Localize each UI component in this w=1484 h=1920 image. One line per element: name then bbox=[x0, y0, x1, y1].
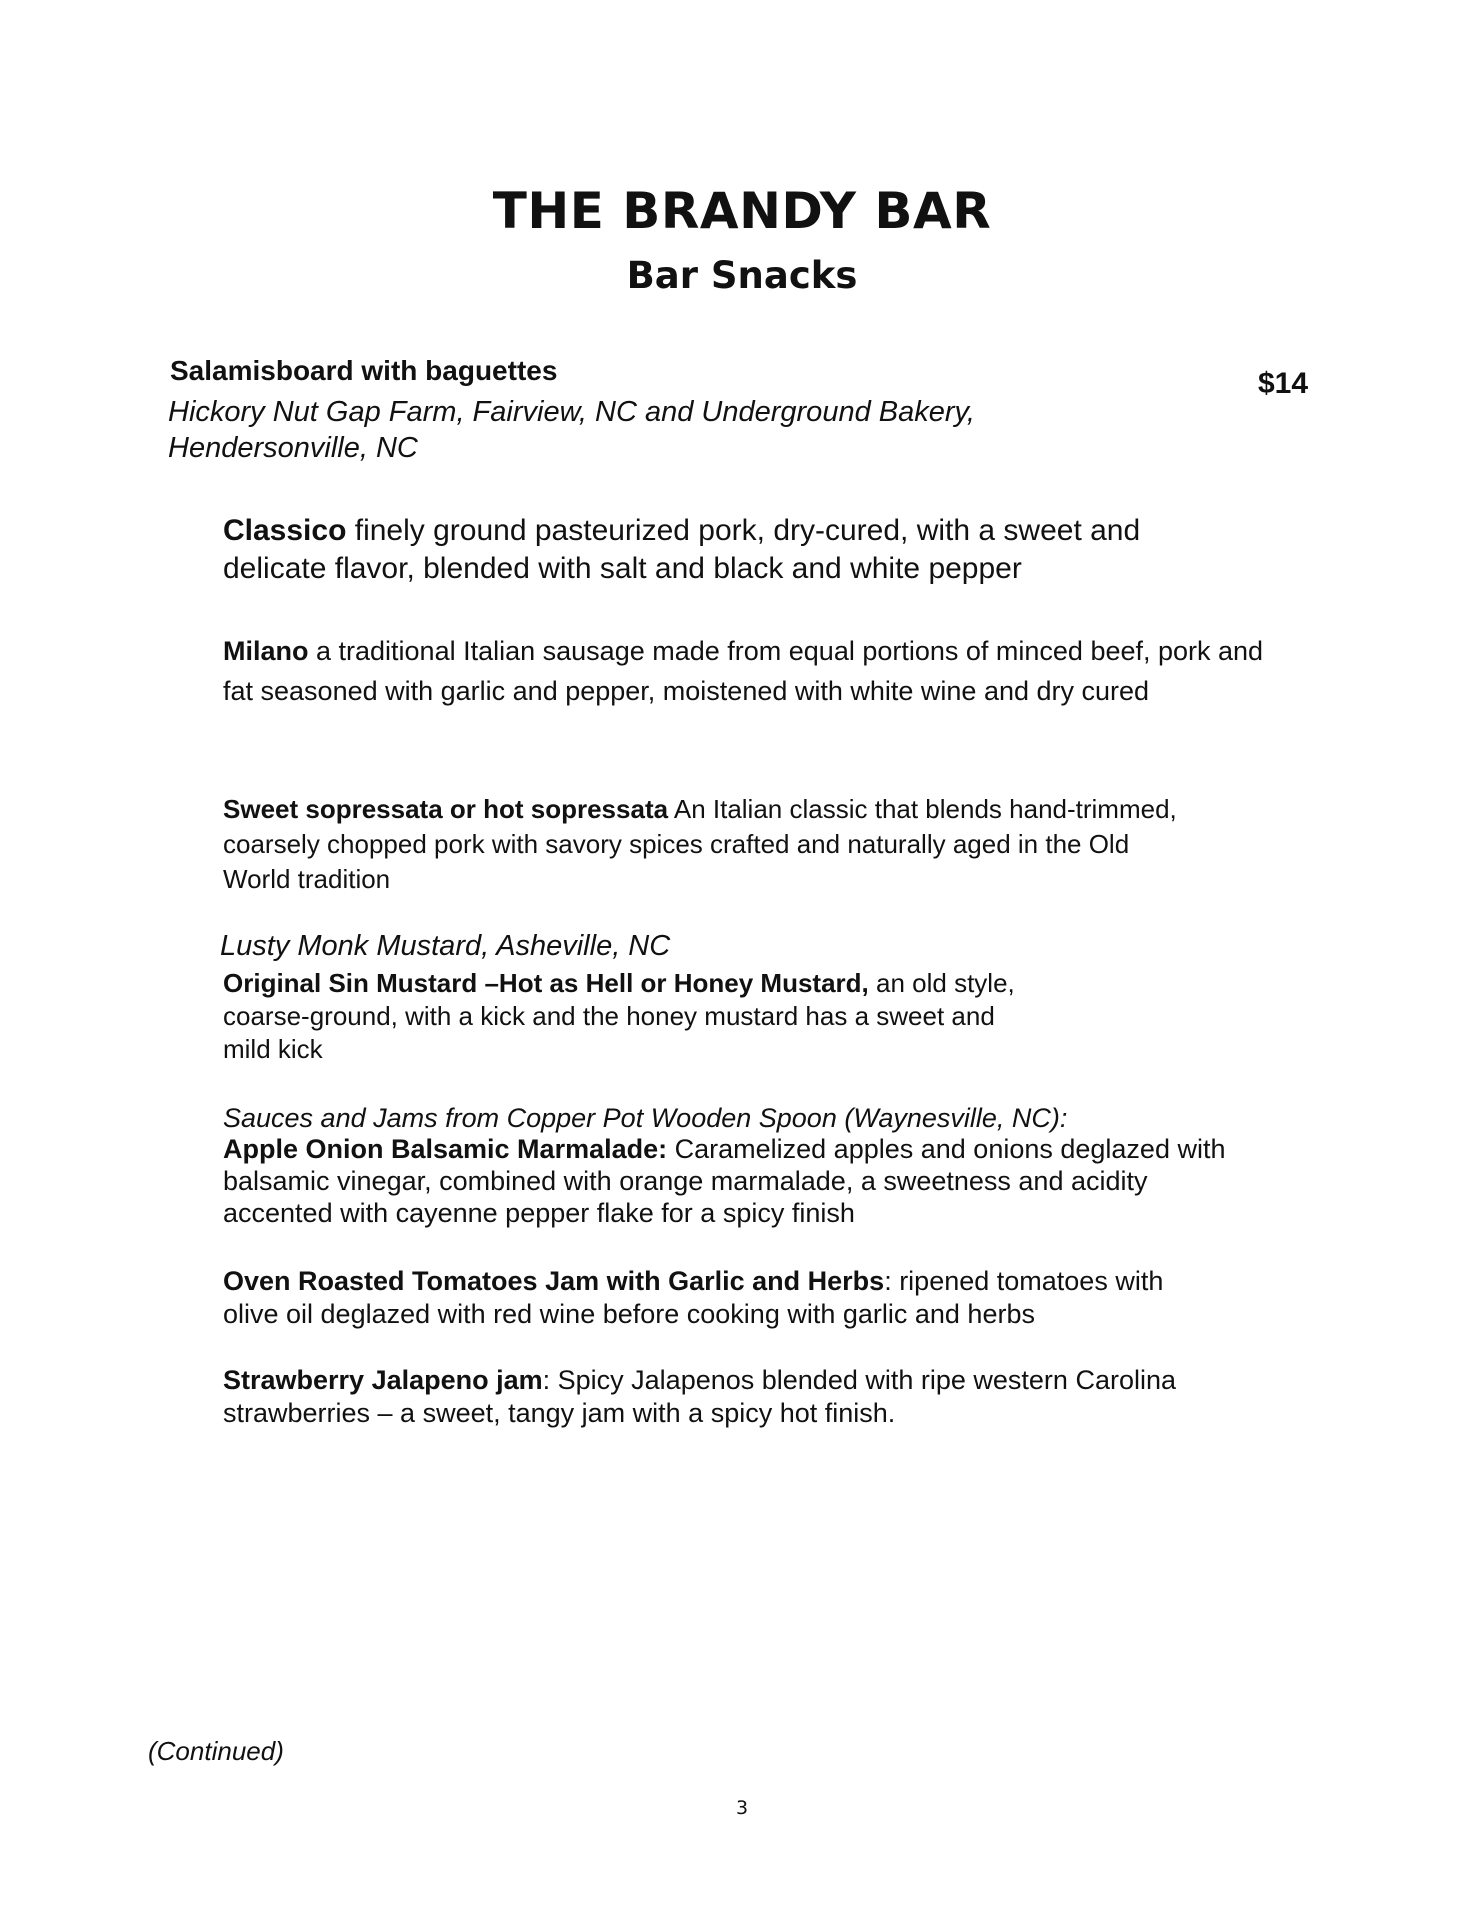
sauce-item bbox=[223, 1364, 1243, 1430]
section-subtitle: Bar Snacks bbox=[626, 254, 858, 297]
salami-sopressata bbox=[223, 792, 1183, 897]
source-line-2: Hendersonville, NC bbox=[168, 432, 418, 464]
salami-description: finely ground pasteurized pork, dry-cured, with a sweet and delicate flavor, blended with salt and black and white pepper bbox=[223, 514, 1141, 585]
sauce-name: Strawberry Jalapeno jam bbox=[223, 1365, 543, 1395]
mustard-source: Lusty Monk Mustard, Asheville, NC bbox=[220, 930, 671, 962]
menu-item-name: Salamisboard with baguettes bbox=[170, 355, 558, 386]
salami-description: An Italian classic that blends hand-trimmed, coarsely chopped pork with savory spices crafted and naturally aged in the Old World tradition bbox=[223, 794, 1177, 894]
salami-name: Sweet sopressata or hot sopressata bbox=[223, 794, 669, 824]
source-line-1: Hickory Nut Gap Farm, Fairview, NC and Underground Bakery, bbox=[168, 396, 975, 428]
continued-note: (Continued) bbox=[148, 1736, 284, 1766]
sauce-description: : ripened tomatoes with olive oil deglazed with red wine before cooking with garlic and herbs bbox=[223, 1266, 1164, 1329]
salami-classico bbox=[223, 512, 1223, 588]
sauce-item bbox=[223, 1133, 1243, 1229]
sauce-item bbox=[223, 1265, 1223, 1331]
salami-name: Classico bbox=[223, 514, 347, 547]
sauce-name: Apple Onion Balsamic Marmalade: bbox=[223, 1134, 668, 1164]
salami-name: Milano bbox=[223, 636, 309, 666]
mustard-name: Original Sin Mustard –Hot as Hell or Honey Mustard, bbox=[223, 968, 869, 998]
salami-description: a traditional Italian sausage made from equal portions of minced beef, pork and fat seasoned with garlic and pepper, moistened with white wine and dry cured bbox=[223, 636, 1264, 706]
sauce-description: Caramelized apples and onions deglazed with balsamic vinegar, combined with orange marmalade, a sweetness and acidity accented with cayenne pepper flake for a spicy finish bbox=[223, 1134, 1226, 1228]
page-title: THE BRANDY BAR bbox=[492, 182, 992, 240]
mustard-description bbox=[223, 967, 1043, 1066]
menu-item-price: $14 bbox=[1258, 367, 1309, 400]
sauces-source: Sauces and Jams from Copper Pot Wooden Spoon (Waynesville, NC): bbox=[223, 1103, 1068, 1133]
page-number: 3 bbox=[735, 1797, 749, 1819]
menu-item-source bbox=[168, 394, 1108, 466]
salami-milano bbox=[223, 631, 1273, 711]
mustard-text: an old style, coarse-ground, with a kick and the honey mustard has a sweet and mild kick bbox=[223, 968, 1015, 1064]
sauce-name: Oven Roasted Tomatoes Jam with Garlic and Herbs bbox=[223, 1266, 885, 1296]
sauce-description: : Spicy Jalapenos blended with ripe western Carolina strawberries – a sweet, tangy jam with a spicy hot finish. bbox=[223, 1365, 1176, 1428]
